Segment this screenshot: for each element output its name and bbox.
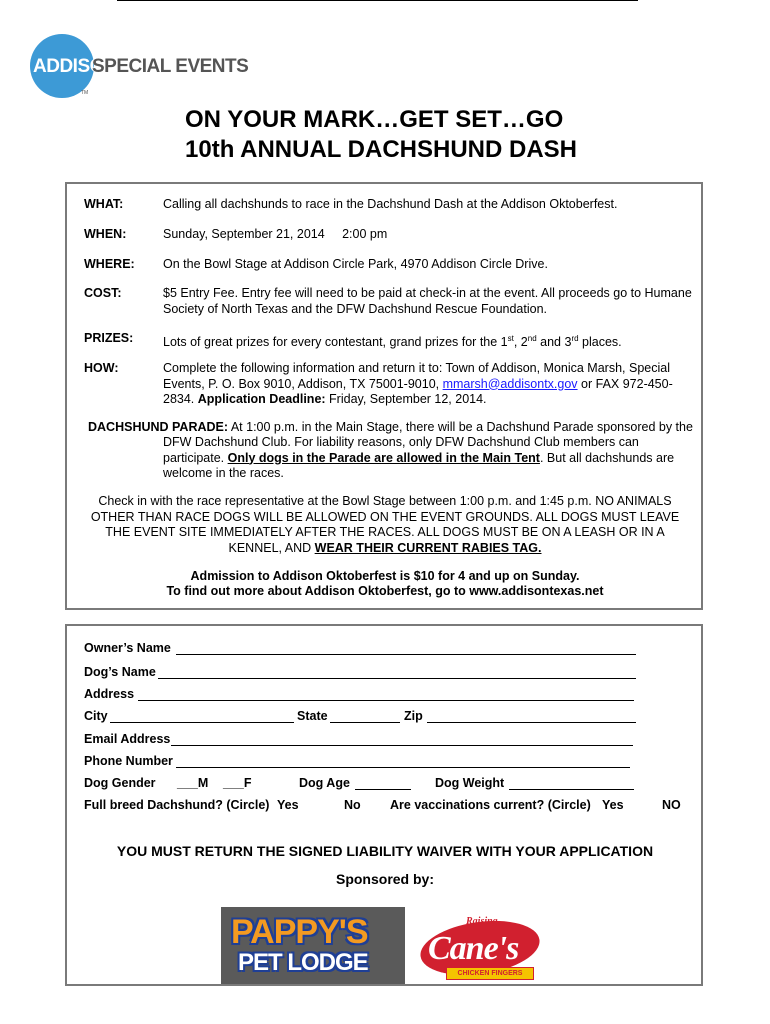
- parade-line-1: [88, 420, 700, 436]
- prizes-sup-rd: rd: [571, 334, 579, 343]
- admission-line: Admission to Addison Oktoberfest is $10 for 4 and up on Sunday.: [190, 569, 580, 583]
- dog-weight-label: Dog Weight: [435, 776, 505, 790]
- logo-special-events-text: SPECIAL EVENTS: [92, 56, 249, 77]
- prizes-text-b: , 2: [513, 335, 528, 350]
- logo-trademark: TM: [81, 90, 89, 96]
- dog-age-label: Dog Age: [299, 776, 350, 790]
- checkin-notice: [80, 494, 690, 556]
- canes-name-text: Cane's: [428, 930, 519, 967]
- how-label: HOW:: [84, 361, 119, 375]
- page-title: [185, 105, 577, 165]
- vaccinations-no[interactable]: NO: [662, 798, 681, 812]
- canes-raising-text: Raising: [466, 916, 498, 927]
- email-link[interactable]: mmarsh@addisontx.gov: [442, 376, 578, 391]
- what-label: WHAT:: [84, 197, 124, 211]
- address-field[interactable]: [138, 700, 634, 701]
- rabies-tag-notice: WEAR THEIR CURRENT RABIES TAG.: [314, 540, 542, 555]
- dog-name-field[interactable]: [158, 678, 636, 679]
- dog-age-field[interactable]: [355, 789, 411, 790]
- top-rule: [117, 0, 638, 1]
- deadline-value: Friday, September 12, 2014.: [325, 392, 487, 406]
- parade-text-a: At 1:00 p.m. in the Main Stage, there will be a Dachshund Parade sponsored by the: [228, 420, 693, 434]
- when-value: [163, 227, 698, 243]
- vaccinations-yes[interactable]: Yes: [602, 798, 624, 812]
- parade-bold: Only dogs in the Parade are allowed in the Main Tent: [227, 450, 540, 465]
- title-line-2: 10th ANNUAL DACHSHUND DASH: [185, 136, 578, 163]
- sponsored-by-heading: Sponsored by:: [335, 871, 434, 887]
- phone-field[interactable]: [176, 767, 630, 768]
- how-value: [163, 361, 698, 408]
- cost-label: COST:: [84, 286, 122, 300]
- prizes-text-c: and 3: [536, 335, 572, 350]
- deadline-label: Application Deadline:: [197, 392, 326, 406]
- parade-body: [163, 435, 698, 482]
- canes-chicken-fingers-band: CHICKEN FINGERS: [446, 967, 534, 980]
- state-field[interactable]: [330, 722, 400, 723]
- prizes-text-d: places.: [578, 335, 622, 350]
- email-label: Email Address: [84, 732, 171, 746]
- when-time: 2:00 pm: [342, 227, 388, 241]
- prizes-sup-nd: nd: [527, 334, 537, 343]
- pappys-pet-lodge-logo: [221, 907, 405, 984]
- prizes-sup-st: st: [507, 334, 514, 343]
- checkin-text: Check in with the race representative at the Bowl Stage between 1:00 p.m. and 1:45 p.m. NO ANIMALS OTHER THAN RACE DOGS WILL BE ALLOWED ON THE EVENT GROUNDS. ALL DOGS MUST LEAVE THE EVENT SITE IMMEDIATELY AFTER THE RACES. ALL DOGS MUST BE ON A LEASH OR IN A KENNEL, AND: [90, 494, 680, 555]
- gender-label: Dog Gender: [84, 776, 156, 790]
- parade-text-b: DFW Dachshund Club. For liability reasons, only DFW Dachshund Club members can participate.: [163, 435, 639, 465]
- cost-value: $5 Entry Fee. Entry fee will need to be paid at check-in at the event. All proceeds go to Humane Society of North Texas and the DFW Dachshund Rescue Foundation.: [163, 286, 692, 316]
- zip-field[interactable]: [427, 722, 636, 723]
- phone-label: Phone Number: [84, 754, 173, 768]
- state-label: State: [297, 709, 328, 723]
- full-breed-no[interactable]: No: [344, 798, 361, 812]
- gender-m-option[interactable]: ___M: [177, 776, 209, 790]
- waiver-notice: YOU MUST RETURN THE SIGNED LIABILITY WAIVER WITH YOUR APPLICATION: [116, 843, 654, 859]
- city-field[interactable]: [110, 722, 294, 723]
- where-label: WHERE:: [84, 257, 135, 271]
- email-field[interactable]: [171, 745, 633, 746]
- address-label: Address: [84, 687, 135, 701]
- city-label: City: [84, 709, 108, 723]
- vaccinations-question: Are vaccinations current? (Circle): [390, 798, 591, 812]
- what-value: Calling all dachshunds to race in the Dachshund Dash at the Addison Oktoberfest.: [163, 197, 618, 211]
- findout-line: To find out more about Addison Oktoberfest, go to www.addisontexas.net: [166, 584, 604, 598]
- how-text-a: Complete the following information and return it to: Town of Addison, Monica Marsh, Special Events, P. O. Box 9010, Addison, TX 75001-9010,: [163, 361, 670, 391]
- logo-addison-text: ADDISON: [33, 56, 118, 77]
- when-label: WHEN:: [84, 227, 127, 241]
- raising-canes-logo: [416, 912, 546, 982]
- pappys-logo-text: PAPPY'S: [231, 913, 368, 951]
- prizes-text-a: Lots of great prizes for every contestant, grand prizes for the 1: [163, 335, 508, 350]
- when-date: Sunday, September 21, 2014: [163, 227, 325, 241]
- dog-name-label: Dog’s Name: [84, 665, 156, 679]
- prizes-value: [163, 331, 698, 351]
- where-value: On the Bowl Stage at Addison Circle Park, 4970 Addison Circle Drive.: [163, 257, 548, 271]
- owner-name-field[interactable]: [176, 654, 636, 655]
- dog-weight-field[interactable]: [509, 789, 634, 790]
- owner-name-label: Owner’s Name: [84, 641, 171, 655]
- title-line-1: ON YOUR MARK…GET SET…GO: [185, 106, 564, 133]
- gender-f-option[interactable]: ___F: [223, 776, 252, 790]
- full-breed-yes[interactable]: Yes: [277, 798, 299, 812]
- zip-label: Zip: [404, 709, 423, 723]
- full-breed-question: Full breed Dachshund? (Circle): [84, 798, 270, 812]
- addison-special-events-logo: [30, 34, 249, 104]
- parade-text-c: . But all dachshunds are welcome in the races.: [163, 450, 675, 480]
- pet-lodge-logo-text: PET LODGE: [238, 949, 368, 976]
- prizes-label: PRIZES:: [84, 331, 134, 345]
- parade-label: DACHSHUND PARADE:: [88, 420, 229, 434]
- how-text-b: or FAX 972-450-2834.: [163, 376, 673, 406]
